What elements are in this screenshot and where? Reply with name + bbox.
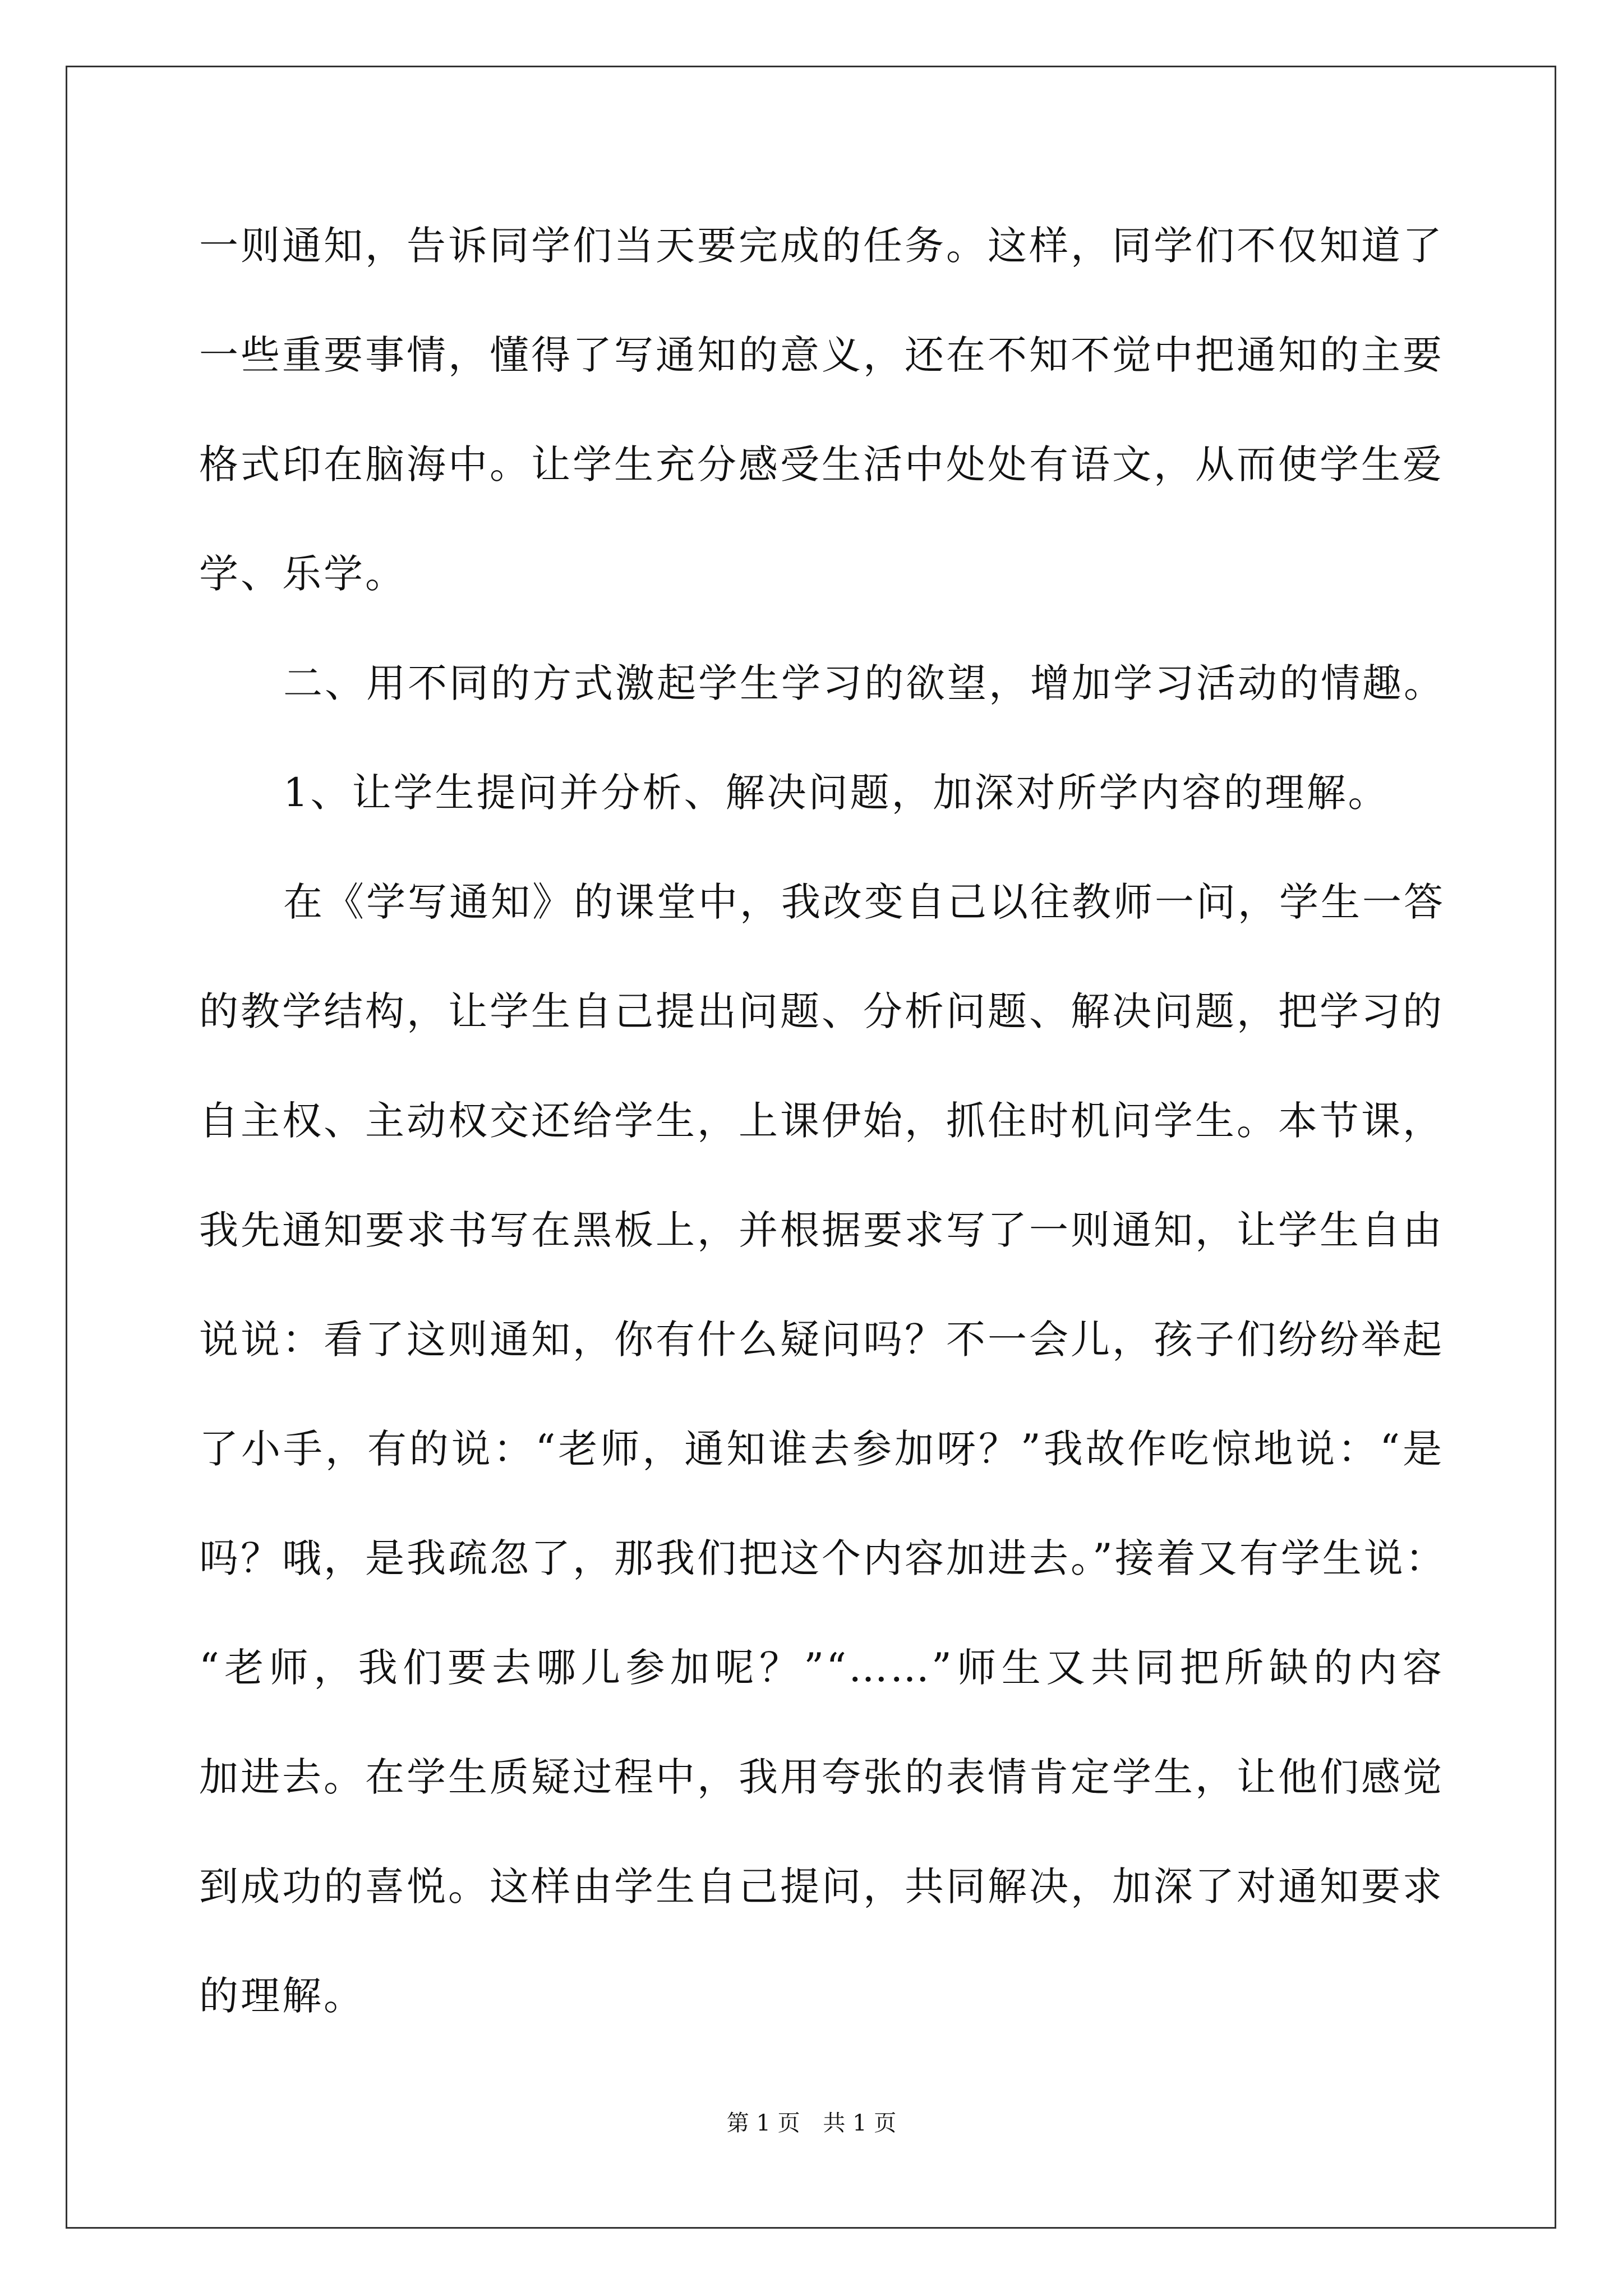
text-line-9: 自主权、主动权交还给学生，上课伊始，抓住时机问学生。本节课， <box>199 1098 1444 1144</box>
text-line-7: 在《学写通知》的课堂中，我改变自己以往教师一问，学生一答 <box>283 879 1445 925</box>
text-line-3: 格式印在脑海中。让学生充分感受生活中处处有语文，从而使学生爱 <box>199 441 1444 487</box>
page-footer <box>0 2106 1623 2140</box>
text-line-10: 我先通知要求书写在黑板上，并根据要求写了一则通知，让学生自由 <box>199 1207 1444 1253</box>
text-line-13: 吗？哦，是我疏忽了，那我们把这个内容加进去。”接着又有学生说： <box>199 1535 1447 1581</box>
page-number: 第 1 页 <box>726 2110 800 2136</box>
section-heading: 二、用不同的方式激起学生学习的欲望，增加学习活动的情趣。 <box>283 660 1445 706</box>
text-line-17: 的理解。 <box>199 1973 365 2019</box>
text-line-2: 一些重要事情，懂得了写通知的意义，还在不知不觉中把通知的主要 <box>199 332 1444 378</box>
page-total: 共 1 页 <box>823 2110 897 2136</box>
text-line-8: 的教学结构，让学生自己提出问题、分析问题、解决问题，把学习的 <box>199 988 1444 1034</box>
text-line-16: 到成功的喜悦。这样由学生自己提问，共同解决，加深了对通知要求 <box>199 1864 1444 1910</box>
text-line-14: “老师，我们要去哪儿参加呢？”“……”师生又共同把所缺的内容 <box>199 1645 1444 1691</box>
text-line-4: 学、乐学。 <box>199 551 407 597</box>
text-line-11: 说说：看了这则通知，你有什么疑问吗？不一会儿，孩子们纷纷举起 <box>199 1317 1444 1363</box>
text-line-15: 加进去。在学生质疑过程中，我用夸张的表情肯定学生，让他们感觉 <box>199 1754 1444 1800</box>
subsection-heading: 1、让学生提问并分析、解决问题，加深对所学内容的理解。 <box>283 770 1390 816</box>
text-line-12: 了小手，有的说：“老师，通知谁去参加呀？”我故作吃惊地说：“是 <box>199 1426 1444 1472</box>
text-line-1: 一则通知，告诉同学们当天要完成的任务。这样，同学们不仅知道了 <box>199 223 1444 269</box>
